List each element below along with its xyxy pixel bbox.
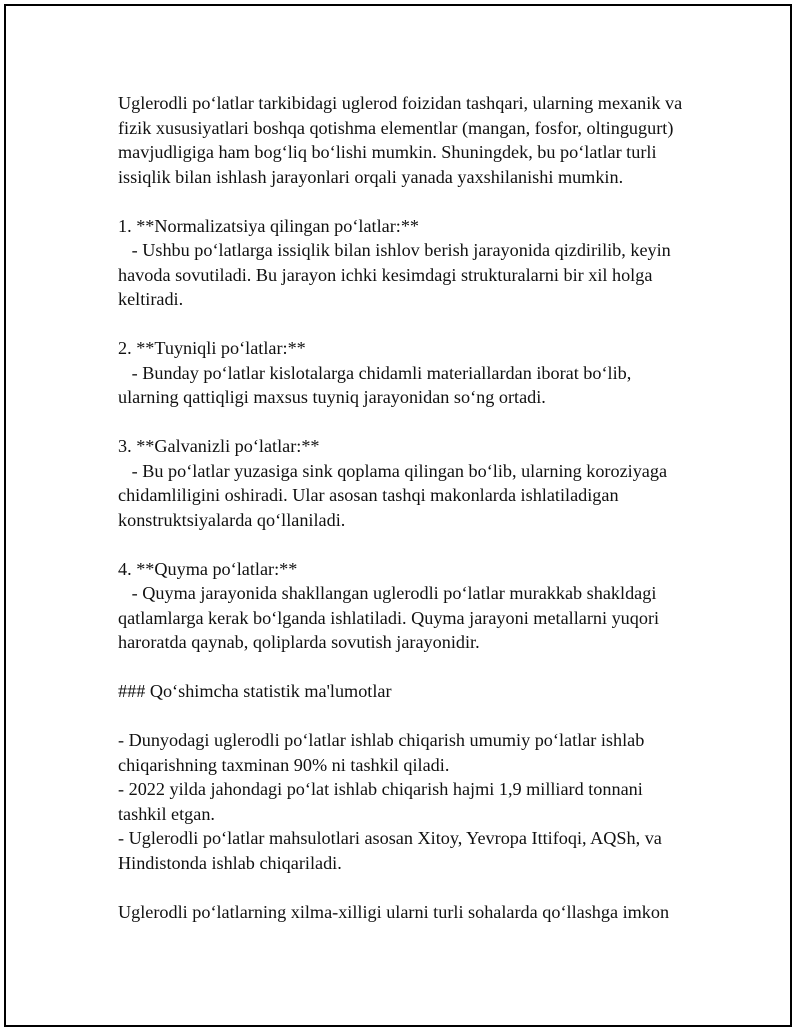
item-3-heading: 3. **Galvanizli po‘latlar:** xyxy=(118,436,320,456)
stats-item-2: - 2022 yilda jahondagi po‘lat ishlab chiqarish hajmi 1,9 milliard tonnani tashkil etgan. xyxy=(118,779,648,824)
document-body xyxy=(118,91,693,924)
paragraph-gap xyxy=(118,704,693,729)
item-2-heading: 2. **Tuyniqli po‘latlar:** xyxy=(118,338,306,358)
paragraph-gap xyxy=(118,189,693,214)
paragraph-gap xyxy=(118,655,693,680)
paragraph-gap xyxy=(118,875,693,900)
item-1-body: - Ushbu po‘latlarga issiqlik bilan ishlov berish jarayonida qizdirilib, keyin havoda sovutiladi. Bu jarayon ichki kesimdagi strukturalarni bir xil holga keltiradi. xyxy=(118,240,676,309)
item-2-body: - Bunday po‘latlar kislotalarga chidamli materiallardan iborat bo‘lib, ularning qattiqligi maxsus tuyniq jarayonidan so‘ng ortadi. xyxy=(118,362,636,407)
intro-paragraph: Uglerodli po‘latlar tarkibidagi uglerod foizidan tashqari, ularning mexanik va fizik xususiyatlari boshqa qotishma elementlar (mangan, fosfor, oltingugurt) mavjudligiga ham bog‘liq bo‘lishi mumkin. Shuningdek, bu po‘latlar turli issiqlik bilan ishlash jarayonlari orqali yanada yaxshilanishi mumkin. xyxy=(118,93,687,187)
paragraph-gap xyxy=(118,532,693,557)
item-1-heading: 1. **Normalizatsiya qilingan po‘latlar:** xyxy=(118,215,420,236)
stats-heading: ### Qo‘shimcha statistik ma'lumotlar xyxy=(118,681,392,701)
stats-item-1: - Dunyodagi uglerodli po‘latlar ishlab chiqarish umumiy po‘latlar ishlab chiqarishning taxminan 90% ni tashkil qiladi. xyxy=(118,730,649,775)
paragraph-gap xyxy=(118,410,693,435)
paragraph-gap xyxy=(118,312,693,337)
item-4-heading: 4. **Quyma po‘latlar:** xyxy=(118,558,298,579)
stats-item-3: - Uglerodli po‘latlar mahsulotlari asosan Xitoy, Yevropa Ittifoqi, AQSh, va Hindistonda ishlab chiqariladi. xyxy=(118,828,667,873)
item-3-body: - Bu po‘latlar yuzasiga sink qoplama qilingan bo‘lib, ularning koroziyaga chidamliligini oshiradi. Ular asosan tashqi makonlarda ishlatiladigan konstruktsiyalarda qo‘llaniladi. xyxy=(118,460,672,530)
item-4-body: - Quyma jarayonida shakllangan uglerodli po‘latlar murakkab shakldagi qatlamlarga kerak bo‘lganda ishlatiladi. Quyma jarayoni metallarni yuqori haroratda qaynab, qoliplarda sovutish jarayonidir. xyxy=(118,583,664,652)
closing-paragraph: Uglerodli po‘latlarning xilma-xilligi ularni turli sohalarda qo‘llashga imkon xyxy=(118,901,670,922)
